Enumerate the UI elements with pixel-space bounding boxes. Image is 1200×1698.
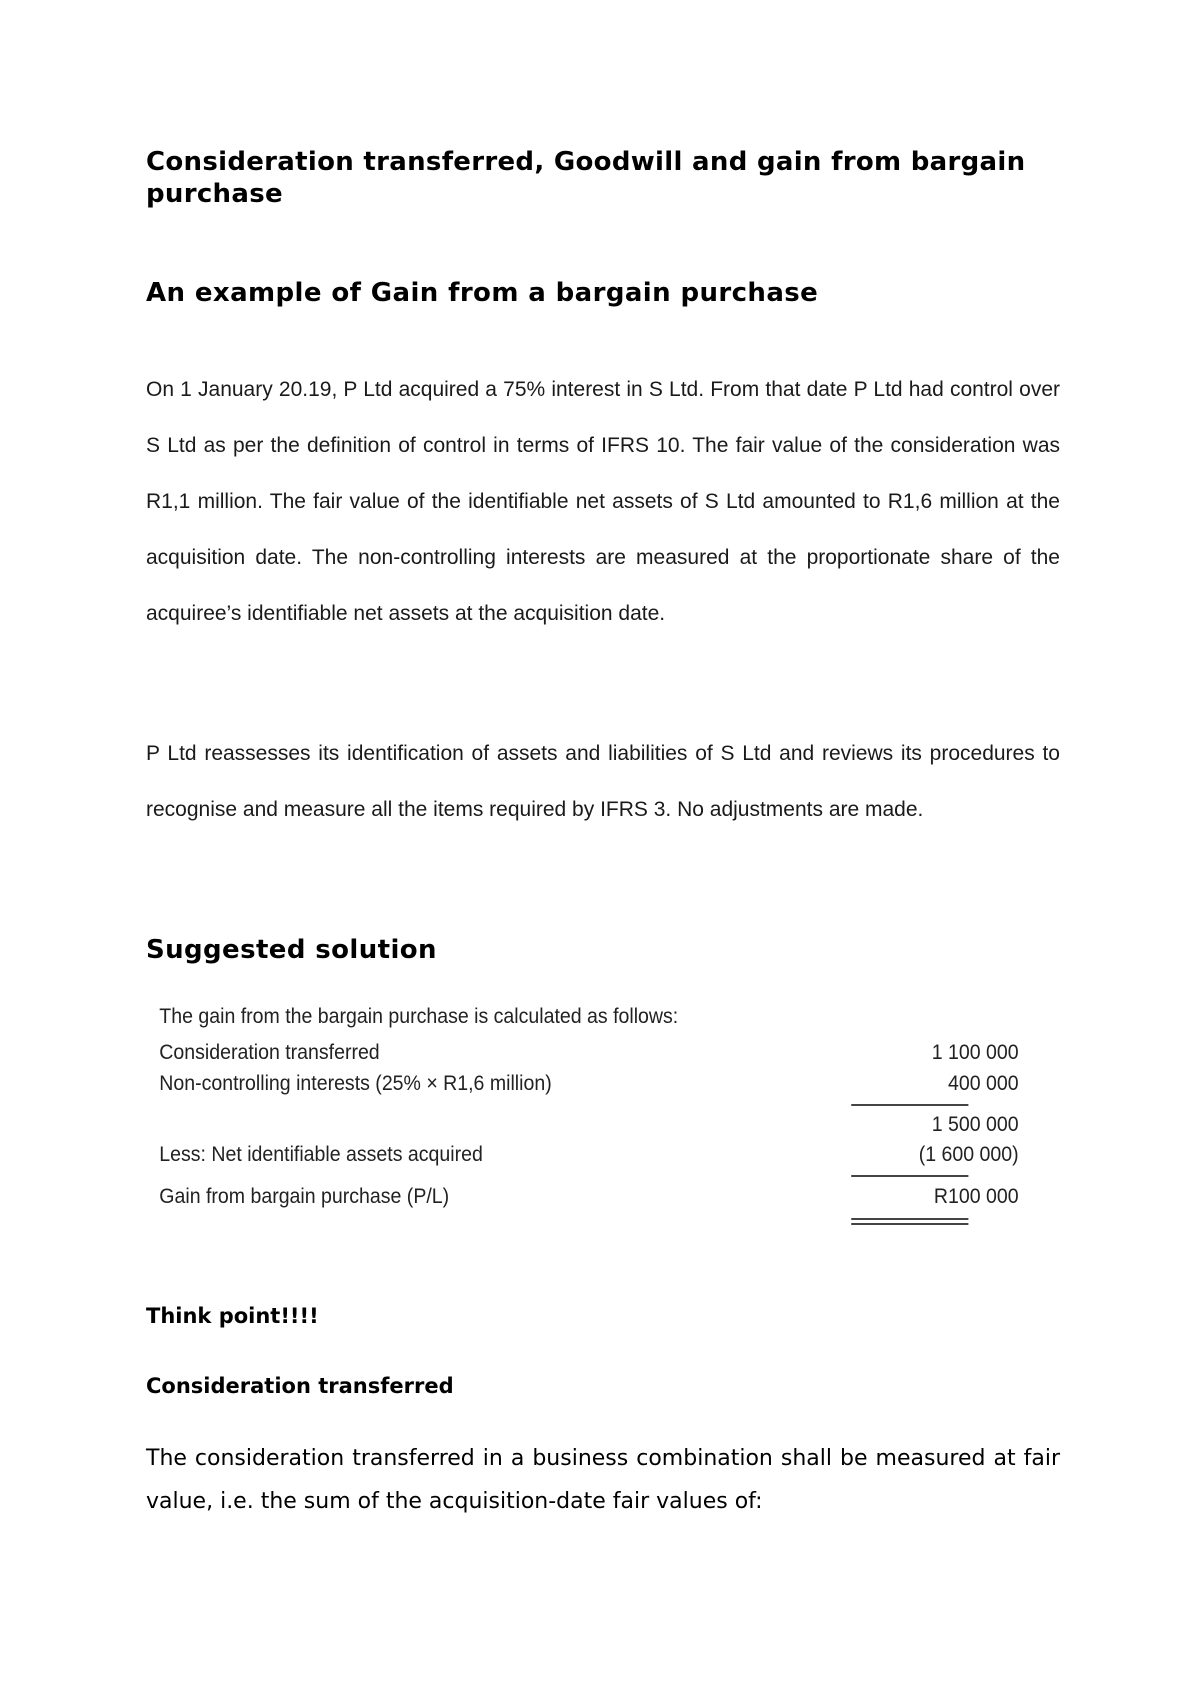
document-title: Consideration transferred, Goodwill and gain from bargain purchase: [146, 147, 1026, 209]
think-point-heading: Think point!!!!: [146, 1304, 319, 1328]
calculation-value: R100 000: [933, 1185, 1019, 1208]
calculation-label: Gain from bargain purchase (P/L): [159, 1185, 450, 1208]
consideration-paragraph: The consideration transferred in a business combination shall be measured at fair value, i.e. the sum of the acquisition-date fair values of:: [146, 1446, 1060, 1514]
calculation-value: 1 100 000: [931, 1041, 1019, 1064]
calculation-row: [150, 1110, 1030, 1140]
total-rule: [851, 1175, 968, 1177]
calculation-value: 1 500 000: [931, 1113, 1019, 1136]
solution-heading: Suggested solution: [146, 935, 437, 965]
example-paragraph-1: On 1 January 20.19, P Ltd acquired a 75% interest in S Ltd. From that date P Ltd had control over S Ltd as per the definition of control in terms of IFRS 10. The fair value of the consideration was R1,1 million. The fair value of the identifiable net assets of S Ltd amounted to R1,6 million at the acquisition date. The non-controlling interests are measured at the proportionate share of the acquiree’s identifiable net assets at the acquisition date.: [146, 378, 1060, 625]
calculation-row: [150, 1182, 1030, 1212]
bargain-purchase-calculation: [150, 998, 1019, 1228]
calculation-row: [150, 1038, 1030, 1068]
calculation-row: [150, 1069, 1030, 1099]
calculation-label: Less: Net identifiable assets acquired: [159, 1143, 483, 1166]
calculation-value: (1 600 000): [918, 1143, 1019, 1166]
calculation-intro: The gain from the bargain purchase is calculated as follows:: [159, 1005, 679, 1028]
consideration-heading: Consideration transferred: [146, 1374, 454, 1398]
example-heading: An example of Gain from a bargain purchase: [146, 278, 819, 308]
calculation-label: Consideration transferred: [159, 1041, 380, 1064]
calculation-intro-row: [150, 1002, 1030, 1032]
calculation-value: 400 000: [948, 1072, 1019, 1095]
calculation-label: Non-controlling interests (25% × R1,6 million): [159, 1072, 552, 1095]
subtotal-rule: [851, 1104, 968, 1106]
example-paragraph-2: P Ltd reassesses its identification of assets and liabilities of S Ltd and reviews its procedures to recognise and measure all the items required by IFRS 3. No adjustments are made.: [146, 742, 1060, 821]
final-double-rule: [851, 1218, 968, 1225]
calculation-row: [150, 1140, 1030, 1170]
